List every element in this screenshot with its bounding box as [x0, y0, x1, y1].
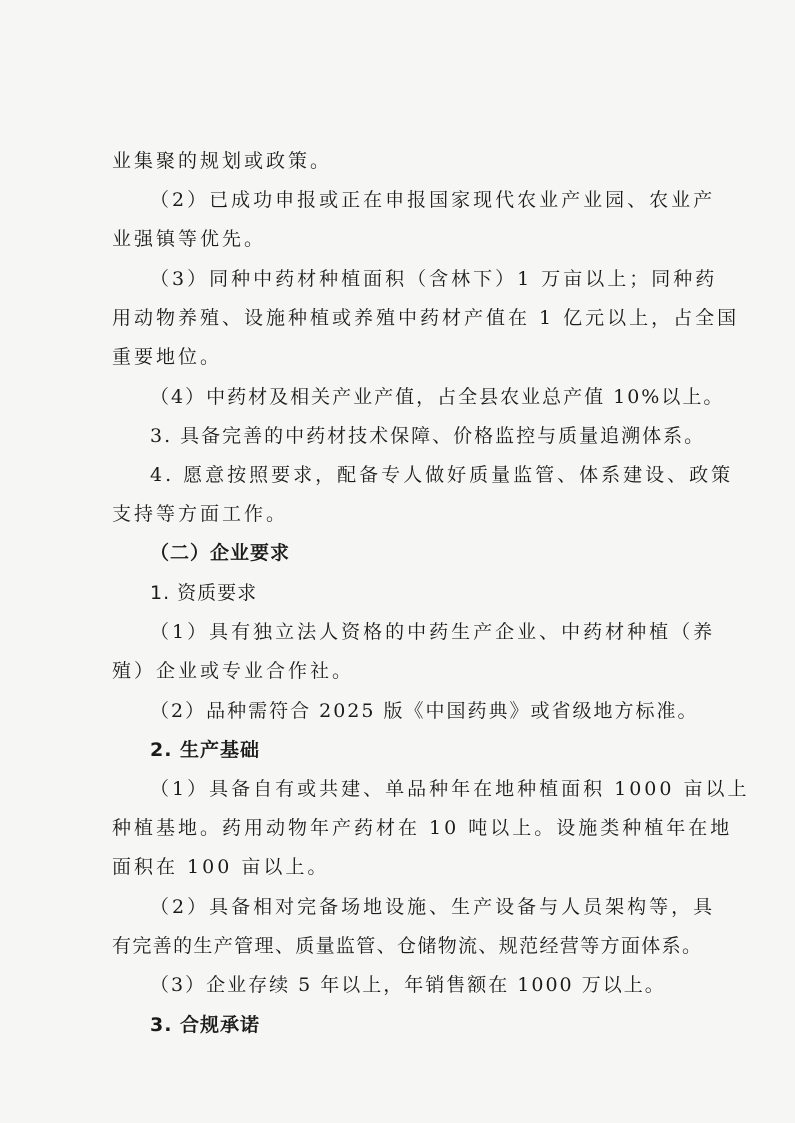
criterion-3: （3）同种中药材种植面积（含林下）1 万亩以上；同种药 — [150, 268, 718, 290]
criterion-3-cont: 用动物养殖、设施种植或养殖中药材产值在 1 亿元以上，占全国 — [112, 307, 740, 329]
criterion-2: （2）已成功申报或正在申报国家现代农业产业园、农业产 — [150, 189, 716, 211]
text-line-continuation: 业集聚的规划或政策。 — [112, 150, 333, 172]
section-heading-enterprise: （二）企业要求 — [150, 542, 291, 564]
criterion-4: （4）中药材及相关产业产值，占全县农业总产值 10%以上。 — [150, 386, 725, 408]
qualification-1-cont: 殖）企业或专业合作社。 — [112, 660, 355, 682]
production-1: （1）具备自有或共建、单品种年在地种植面积 1000 亩以上 — [150, 778, 750, 800]
subheading-production: 2. 生产基础 — [150, 739, 261, 761]
production-1-end: 面积在 100 亩以上。 — [112, 856, 330, 878]
subheading-qualification: 1. 资质要求 — [150, 582, 258, 604]
production-2: （2）具备相对完备场地设施、生产设备与人员架构等，具 — [150, 896, 716, 918]
criterion-2-cont: 业强镇等优先。 — [112, 228, 267, 250]
qualification-2: （2）品种需符合 2025 版《中国药典》或省级地方标准。 — [150, 700, 699, 722]
production-2-cont: 有完善的生产管理、质量监管、仓储物流、规范经营等方面体系。 — [112, 935, 702, 957]
qualification-1: （1）具有独立法人资格的中药生产企业、中药材种植（养 — [150, 621, 716, 643]
requirement-4: 4. 愿意按照要求，配备专人做好质量监管、体系建设、政策 — [150, 464, 734, 486]
production-3: （3）企业存续 5 年以上，年销售额在 1000 万以上。 — [150, 974, 666, 996]
criterion-3-end: 重要地位。 — [112, 346, 223, 368]
subheading-compliance: 3. 合规承诺 — [150, 1014, 261, 1036]
requirement-4-cont: 支持等方面工作。 — [112, 503, 289, 525]
requirement-3: 3. 具备完善的中药材技术保障、价格监控与质量追溯体系。 — [150, 425, 706, 447]
production-1-cont: 种植基地。药用动物年产药材在 10 吨以上。设施类种植年在地 — [112, 817, 733, 839]
